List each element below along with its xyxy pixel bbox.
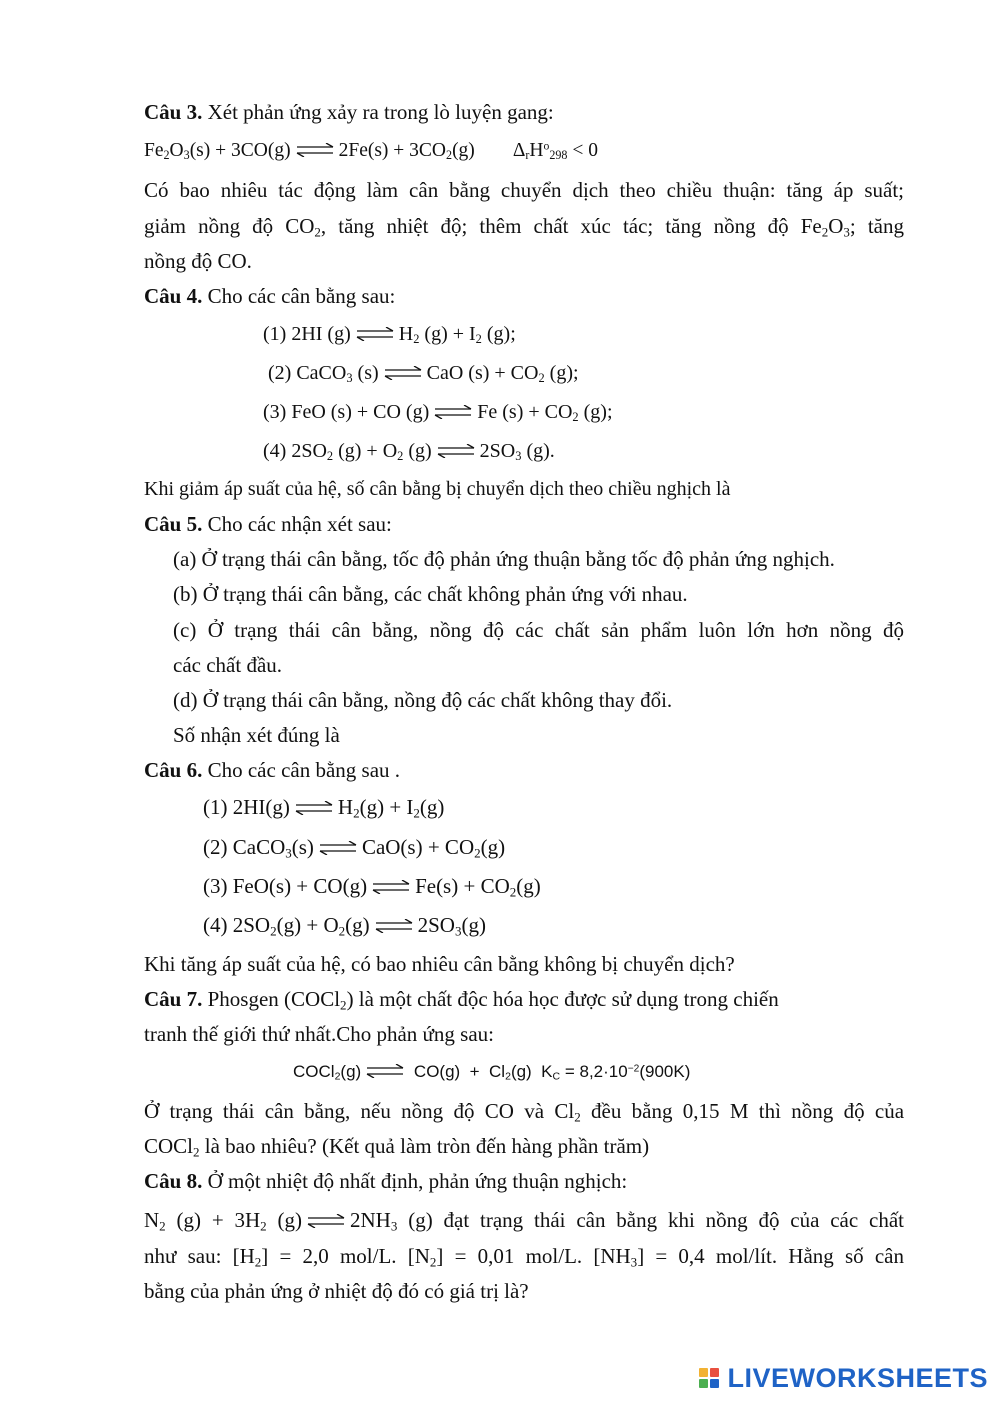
q7-text-2: COCl$_2$ là bao nhiêu? (Kết quả làm tròn đến hàng phần trăm) [144,1134,650,1160]
q8-line-1: $N_2$ $(g) + 3H_2$ (g) $2NH_3$ (g) đạt trạng thái cân bằng khi nồng độ của các chất [144,1208,905,1234]
q3-title: Xét phản ứng xảy ra trong lò luyện gang: [207,100,554,124]
q8-title: Ở một nhiệt độ nhất định, phản ứng thuận nghịch: [207,1169,628,1193]
q8-line-3: bằng của phản ứng ở nhiệt độ đó có giá trị là? [144,1279,529,1303]
q4-label: Câu 4. [144,284,203,308]
q4-question: Khi giảm áp suất của hệ, số cân bằng bị chuyển dịch theo chiều nghịch là [144,478,731,500]
equilibrium-arrow-icon [371,880,411,894]
equilibrium-arrow-icon [433,405,473,419]
q4-eq-3: (3) FeO (s) + CO (g) Fe $(s) + CO_2$ (g); [263,401,613,425]
q8-line-2: như sau: $[H_2] = 2,0$ mol/L. $[N_2] = 0,01$ mol/L. $[NH_3] = 0,4$ mol/lít. Hằng số cân [144,1244,904,1270]
q7-text-1: Ở trạng thái cân bằng, nếu nồng độ CO và $Cl_2$ đều bằng 0,15 M thì nồng độ của [144,1099,905,1125]
liveworksheets-logo-text: LIVEWORKSHEETS [727,1363,988,1393]
equilibrium-arrow-icon [295,143,335,157]
q5-statement-b: (b) Ở trạng thái cân bằng, các chất không phản ứng với nhau. [173,582,688,606]
q7-temp: (900K) [639,1062,691,1081]
q5-statement-a: (a) Ở trạng thái cân bằng, tốc độ phản ứng thuận bằng tốc độ phản ứng nghịch. [173,547,835,571]
q5-label: Câu 5. [144,512,203,536]
equilibrium-arrow-icon [318,841,358,855]
equilibrium-arrow-icon [383,366,423,380]
q7-line-2: tranh thế giới thứ nhất.Cho phản ứng sau: [144,1022,494,1046]
q6-label: Câu 6. [144,758,203,782]
q4-eq-1: (1) 2HI (g) $H_2$ $(g) + I_2$ (g); [263,323,516,347]
q6-eq-1: (1) 2HI(g) $H_2(g) + I_2(g)$ [203,795,445,821]
equilibrium-arrow-icon [436,444,476,458]
q7-label: Câu 7. [144,987,203,1011]
q5-statement-c-2: các chất đầu. [173,653,283,677]
q6-eq-2: (2) CaCO$_3$(s) $CaO(s) + CO_2(g)$ [203,835,506,861]
q6-question: Khi tăng áp suất của hệ, có bao nhiêu cân bằng không bị chuyển dịch? [144,952,735,976]
q4-eq-2: (2) CaCO$_3$ (s) CaO $(s) + CO_2$ (g); [268,362,579,386]
q3-text-3: nồng độ CO. [144,249,252,273]
q5-title-line [144,510,392,538]
q5-statement-c-1: (c) Ở trạng thái cân bằng, nồng độ các chất sản phẩm luôn lớn hơn nồng độ [173,618,904,642]
q4-title-line [144,282,395,310]
liveworksheets-logo [699,1363,988,1394]
q6-title-line [144,756,400,784]
q6-eq-4: (4) $2SO_2(g) + O_2(g)$ $2SO_3(g)$ [203,913,486,939]
q3-text-1: Có bao nhiêu tác động làm cân bằng chuyển dịch theo chiều thuận: tăng áp suất; [144,178,904,202]
q7-title-line: Câu 7. Phosgen (COCl$_2$) là một chất độc hóa học được sử dụng trong chiến [144,987,779,1013]
q3-text-2: giảm nồng độ $CO_2$, tăng nhiệt độ; thêm chất xúc tác; tăng nồng độ $Fe_2O_3$; tăng [144,214,904,240]
q8-title-line [144,1167,627,1195]
equilibrium-arrow-icon [294,801,334,815]
q6-eq-3: (3) FeO(s) + CO(g) $Fe(s) + CO_2(g)$ [203,874,541,900]
q4-title: Cho các cân bằng sau: [207,284,396,308]
equilibrium-arrow-icon [355,327,395,341]
q7-kc-exponent: −2 [627,1063,640,1075]
liveworksheets-logo-icon [699,1368,721,1390]
equilibrium-arrow-icon [374,919,414,933]
equilibrium-arrow-icon [306,1214,346,1228]
q7-equation: COCl$_2$(g) $CO(g) + Cl_2(g) K_C = 8,2\cdot 10^{-2}(900K)$ [293,1062,691,1083]
q4-eq-4: (4) $2SO_2$ $(g) + O_2$ (g) $2SO_3$ (g). [263,440,555,464]
q7-kc: = 8,2·10 [564,1062,628,1081]
q3-equation: $Fe_2O_3(s) + 3CO(g)$ $2Fe(s) + 3CO_2(g) \Delta_rH^o_{298} < 0$ [144,139,598,163]
q5-statement-d: (d) Ở trạng thái cân bằng, nồng độ các chất không thay đổi. [173,688,673,712]
q8-label: Câu 8. [144,1169,203,1193]
equilibrium-arrow-icon [365,1064,405,1078]
q5-question: Số nhận xét đúng là [173,723,340,747]
q5-title: Cho các nhận xét sau: [207,512,392,536]
q3-title-line [144,98,554,126]
q6-title: Cho các cân bằng sau . [207,758,401,782]
q3-label: Câu 3. [144,100,203,124]
q3-enthalpy: < 0 [572,140,598,161]
